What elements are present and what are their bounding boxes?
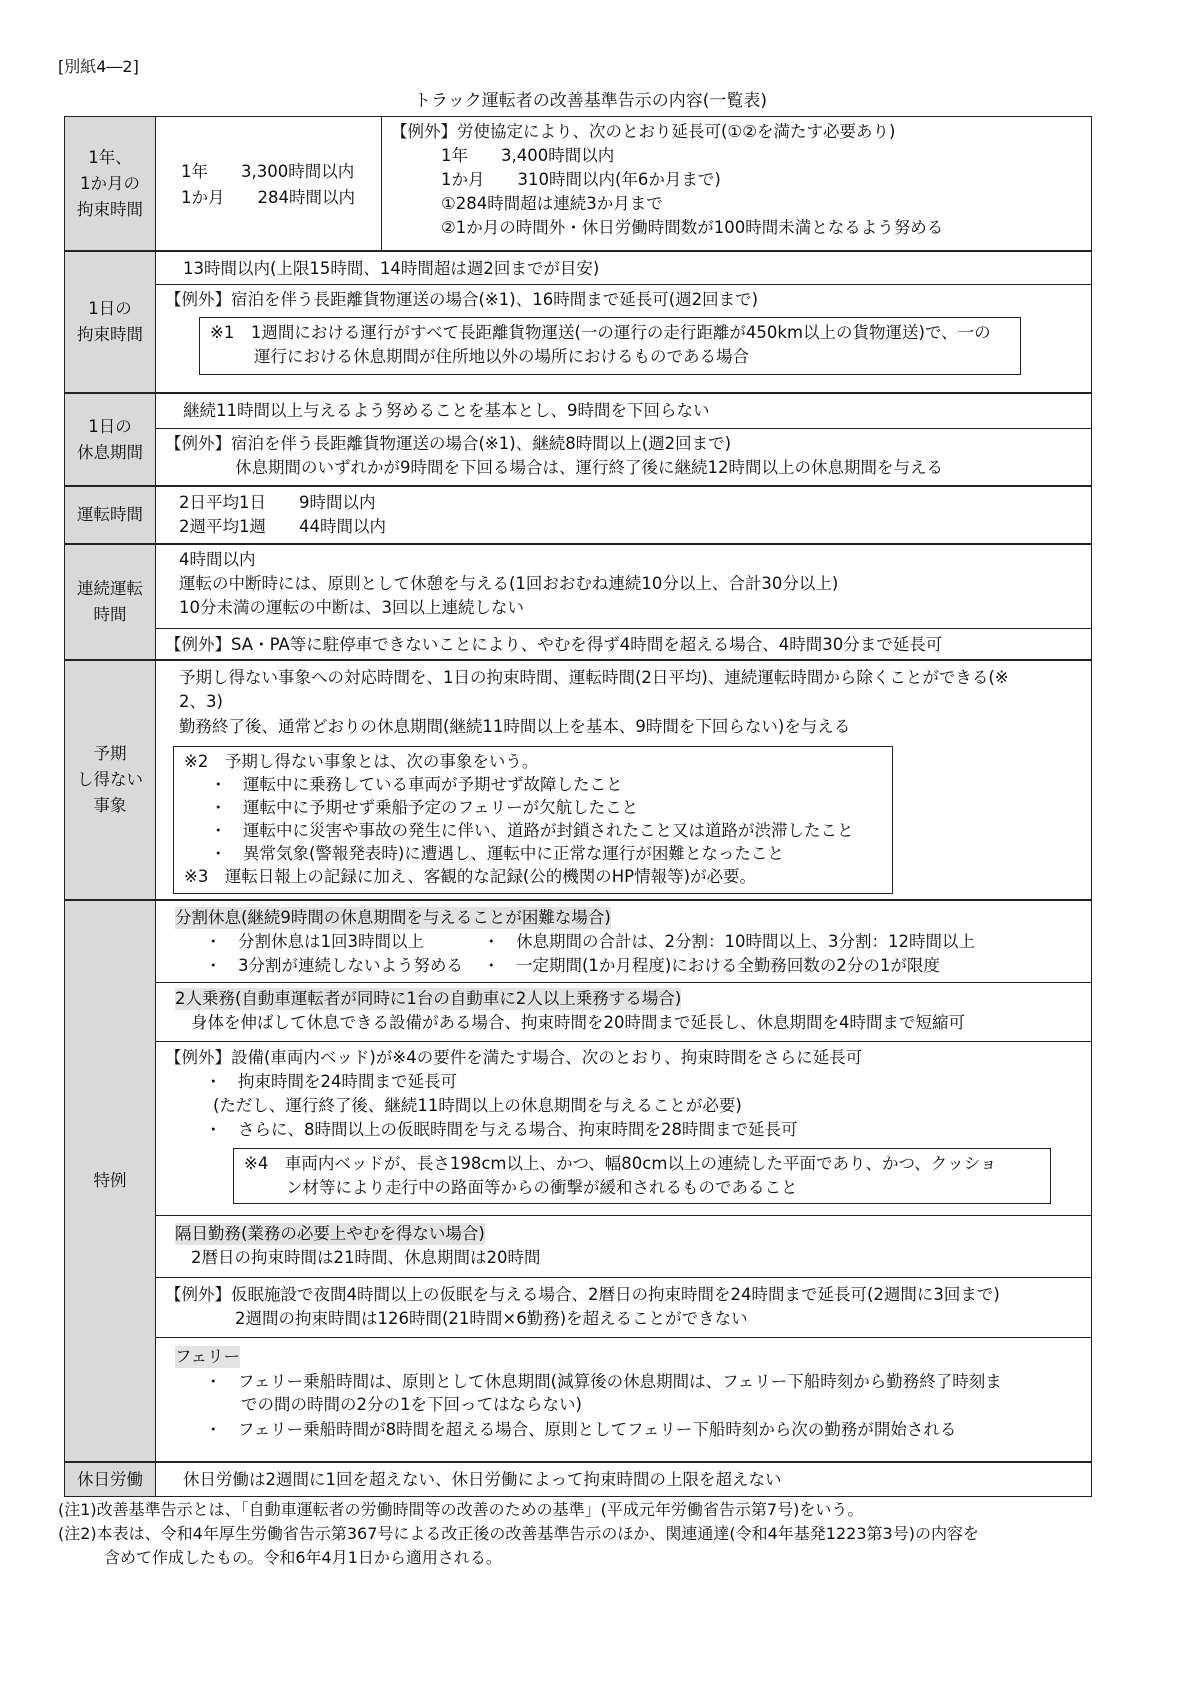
note-line: ※4 車両内ベッドが、長さ198cm以上、かつ、幅80cm以上の連続した平面であり、かつ、クッショ — [244, 1154, 997, 1173]
exception-text: 【例外】宿泊を伴う長距離貨物運送の場合(※1)、継続8時間以上(週2回まで) — [165, 434, 732, 453]
exception-year: 1年 3,400時間以内 — [441, 146, 615, 165]
list-item: ・ 分割休息は1回3時間以上 — [205, 932, 424, 951]
page-title: トラック運転者の改善基準告示の内容(一覧表) — [414, 91, 767, 111]
note-line: 運行における休息期間が住所地以外の場所におけるものである場合 — [254, 347, 749, 366]
row-driving-time — [64, 486, 1092, 544]
document-reference: [別紙4―2] — [58, 57, 139, 76]
note-line: ・ 運転中に予期せず乗船予定のフェリーが欠航したこと — [210, 798, 639, 817]
rule-line: 2、3) — [179, 692, 223, 711]
list-item: ・ フェリー乗船時間が8時間を超える場合、原則としてフェリー下船時刻から次の勤務が開始される — [205, 1420, 957, 1439]
row-header: 1日の 休息期間 — [65, 394, 156, 485]
list-item: ・ 拘束時間を24時間まで延長可 — [205, 1072, 457, 1091]
alternate-day-section — [155, 1215, 1091, 1277]
footnote-2-cont: 含めて作成したもの。令和6年4月1日から適用される。 — [104, 1548, 502, 1567]
nap-exception-section — [155, 1277, 1091, 1337]
section-title: 2人乗務(自動車運転者が同時に1台の自動車に2人以上乗務する場合) — [175, 989, 682, 1008]
section-text: 身体を伸ばして休息できる設備がある場合、拘束時間を20時間まで延長し、休息期間を4時間まで短縮可 — [191, 1013, 965, 1032]
row-unforeseen-events — [64, 660, 1092, 900]
list-item: ・ 3分割が連続しないよう努める — [205, 956, 463, 975]
rule-line: 4時間以内 — [179, 550, 256, 569]
note-line: ※2 予期し得ない事象とは、次の事象をいう。 — [184, 752, 539, 771]
note-line: ※3 運転日報上の記録に加え、客観的な記録(公的機関のHP情報等)が必要。 — [184, 867, 757, 886]
note-line: ・ 運転中に乗務している車両が予期せず故障したこと — [210, 775, 623, 794]
list-item: (ただし、運行終了後、継続11時間以上の休息期間を与えることが必要) — [213, 1096, 742, 1115]
exception-text: 【例外】宿泊を伴う長距離貨物運送の場合(※1)、16時間まで延長可(週2回まで) — [165, 290, 759, 309]
note-line: ・ 異常気象(警報発表時)に遭遇し、運転中に正常な運行が困難となったこと — [210, 844, 784, 863]
section-title: 隔日勤務(業務の必要上やむを得ない場合) — [175, 1224, 485, 1243]
rule-line: 10分未満の運転の中断は、3回以上連続しない — [179, 598, 524, 617]
row-header: 特例 — [65, 901, 156, 1461]
exception-text: 【例外】SA・PA等に駐停車できないことにより、やむを得ず4時間を超える場合、4時間30分まで延長可 — [165, 635, 943, 654]
exception-condition-2: ②1か月の時間外・休日労働時間数が100時間未満となるよう努める — [441, 218, 944, 237]
rule-line: 予期し得ない事象への対応時間を、1日の拘束時間、運転時間(2日平均)、連続運転時間から除くことができる(※ — [179, 668, 1009, 687]
ferry-section — [155, 1337, 1091, 1461]
exception-month: 1か月 310時間以内(年6か月まで) — [441, 170, 721, 189]
exception-text: 休息期間のいずれかが9時間を下回る場合は、運行終了後に継続12時間以上の休息期間を与える — [235, 458, 943, 477]
note-box — [199, 317, 1021, 375]
holiday-rule: 休日労働は2週間に1回を超えない、休日労働によって拘束時間の上限を超えない — [183, 1470, 782, 1489]
list-item: ・ 一定期間(1か月程度)における全勤務回数の2分の1が限度 — [483, 956, 940, 975]
row-annual-monthly-restraint — [64, 116, 1092, 251]
list-item: ・ フェリー乗船時間は、原則として休息期間(減算後の休息期間は、フェリー下船時刻から勤務終了時刻ま — [205, 1372, 1002, 1391]
row-header: 運転時間 — [65, 487, 156, 543]
row-special-cases — [64, 900, 1092, 1462]
note-line: ン材等により走行中の路面等からの衝撃が緩和されるものであること — [286, 1178, 798, 1197]
row-daily-rest — [64, 393, 1092, 486]
rule-line: 運転の中断時には、原則として休憩を与える(1回おおむね連続10分以上、合計30分以上) — [179, 574, 839, 593]
note-line: ※1 1週間における運行がすべて長距離貨物運送(一の運行の走行距離が450km以上の貨物運送)で、一の — [210, 323, 991, 342]
row-daily-restraint — [64, 251, 1092, 393]
list-item: での間の時間の2分の1を下回ってはならない) — [241, 1395, 582, 1414]
main-rule: 13時間以内(上限15時間、14時間超は週2回までが目安) — [183, 259, 600, 278]
driving-2day: 2日平均1日 9時間以内 — [179, 493, 376, 512]
note-line: ・ 運転中に災害や事故の発生に伴い、道路が封鎖されたこと又は道路が渋滞したこと — [210, 821, 854, 840]
section-text: 2暦日の拘束時間は21時間、休息期間は20時間 — [191, 1248, 541, 1267]
split-rest-section — [155, 901, 1091, 982]
section-title: フェリー — [175, 1347, 241, 1366]
divider — [381, 117, 382, 250]
row-holiday-work — [64, 1462, 1092, 1497]
list-item: ・ さらに、8時間以上の仮眠時間を与える場合、拘束時間を28時間まで延長可 — [205, 1120, 798, 1139]
note-box — [173, 746, 893, 894]
row-header: 1日の 拘束時間 — [65, 252, 156, 392]
section-title: 分割休息(継続9時間の休息期間を与えることが困難な場合) — [175, 908, 611, 927]
footnote-2: (注2)本表は、令和4年厚生労働省告示第367号による改正後の改善基準告示のほか、関連通達(令和4年基発1223第3号)の内容を — [58, 1524, 979, 1543]
driving-2week: 2週平均1週 44時間以内 — [179, 517, 386, 536]
row-header: 休日労働 — [65, 1463, 156, 1496]
two-driver-section — [155, 982, 1091, 1041]
exception-text: 【例外】設備(車両内ベッド)が※4の要件を満たす場合、次のとおり、拘束時間をさらに延長可 — [165, 1048, 863, 1067]
list-item: ・ 休息期間の合計は、2分割：10時間以上、3分割：12時間以上 — [483, 932, 975, 951]
exception-condition-1: ①284時間超は連続3か月まで — [441, 194, 663, 213]
row-header: 予期 し得ない 事象 — [65, 661, 156, 899]
exception-text: 2週間の拘束時間は126時間(21時間×6勤務)を超えることができない — [235, 1309, 748, 1328]
bed-exception-section — [155, 1041, 1091, 1215]
note-box — [233, 1148, 1051, 1204]
exception-text: 【例外】仮眠施設で夜間4時間以上の仮眠を与える場合、2暦日の拘束時間を24時間まで延長可(2週間に3回まで) — [165, 1285, 1000, 1304]
row-header: 1年、 1か月の 拘束時間 — [65, 117, 156, 250]
rule-line: 勤務終了後、通常どおりの休息期間(継続11時間以上を基本、9時間を下回らない)を与える — [179, 717, 851, 736]
row-header: 連続運転 時間 — [65, 545, 156, 659]
limit-month: 1か月 284時間以内 — [181, 188, 355, 207]
limit-year: 1年 3,300時間以内 — [181, 162, 355, 181]
exception-text: 【例外】労使協定により、次のとおり延長可(①②を満たす必要あり) — [391, 122, 896, 141]
footnote-1: (注1)改善基準告示とは、「自動車運転者の労働時間等の改善のための基準」(平成元年労働省告示第7号)をいう。 — [58, 1500, 864, 1519]
row-continuous-driving — [64, 544, 1092, 660]
main-rule: 継続11時間以上与えるよう努めることを基本とし、9時間を下回らない — [183, 401, 710, 420]
